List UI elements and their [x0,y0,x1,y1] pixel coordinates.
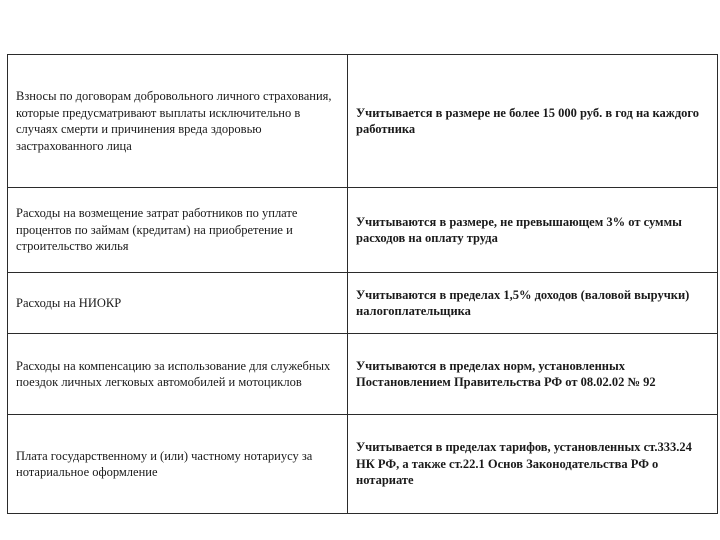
table-row [8,415,718,514]
expense-cell: Плата государственному и (или) частному нотариусу за нотариальное оформление [8,415,348,514]
rule-cell: Учитывается в пределах тарифов, установленных ст.333.24 НК РФ, а также ст.22.1 Основ Законодательства РФ о нотариате [348,415,718,514]
rule-cell: Учитывается в размере не более 15 000 руб. в год на каждого работника [348,55,718,188]
table-row [8,188,718,273]
table-row [8,273,718,334]
table-row [8,55,718,188]
rule-cell: Учитываются в пределах норм, установленных Постановлением Правительства РФ от 08.02.02 № 92 [348,334,718,415]
rule-cell: Учитываются в пределах 1,5% доходов (валовой выручки) налогоплательщика [348,273,718,334]
expense-rules-table [7,54,718,514]
rule-cell: Учитываются в размере, не превышающем 3% от суммы расходов на оплату труда [348,188,718,273]
expense-cell: Расходы на НИОКР [8,273,348,334]
expense-cell: Расходы на компенсацию за использование для служебных поездок личных легковых автомобилей и мотоциклов [8,334,348,415]
table-row [8,334,718,415]
expense-cell: Расходы на возмещение затрат работников по уплате процентов по займам (кредитам) на приобретение и строительство жилья [8,188,348,273]
expense-cell: Взносы по договорам добровольного личного страхования, которые предусматривают выплаты исключительно в случаях смерти и причинения вреда здоровью застрахованного лица [8,55,348,188]
